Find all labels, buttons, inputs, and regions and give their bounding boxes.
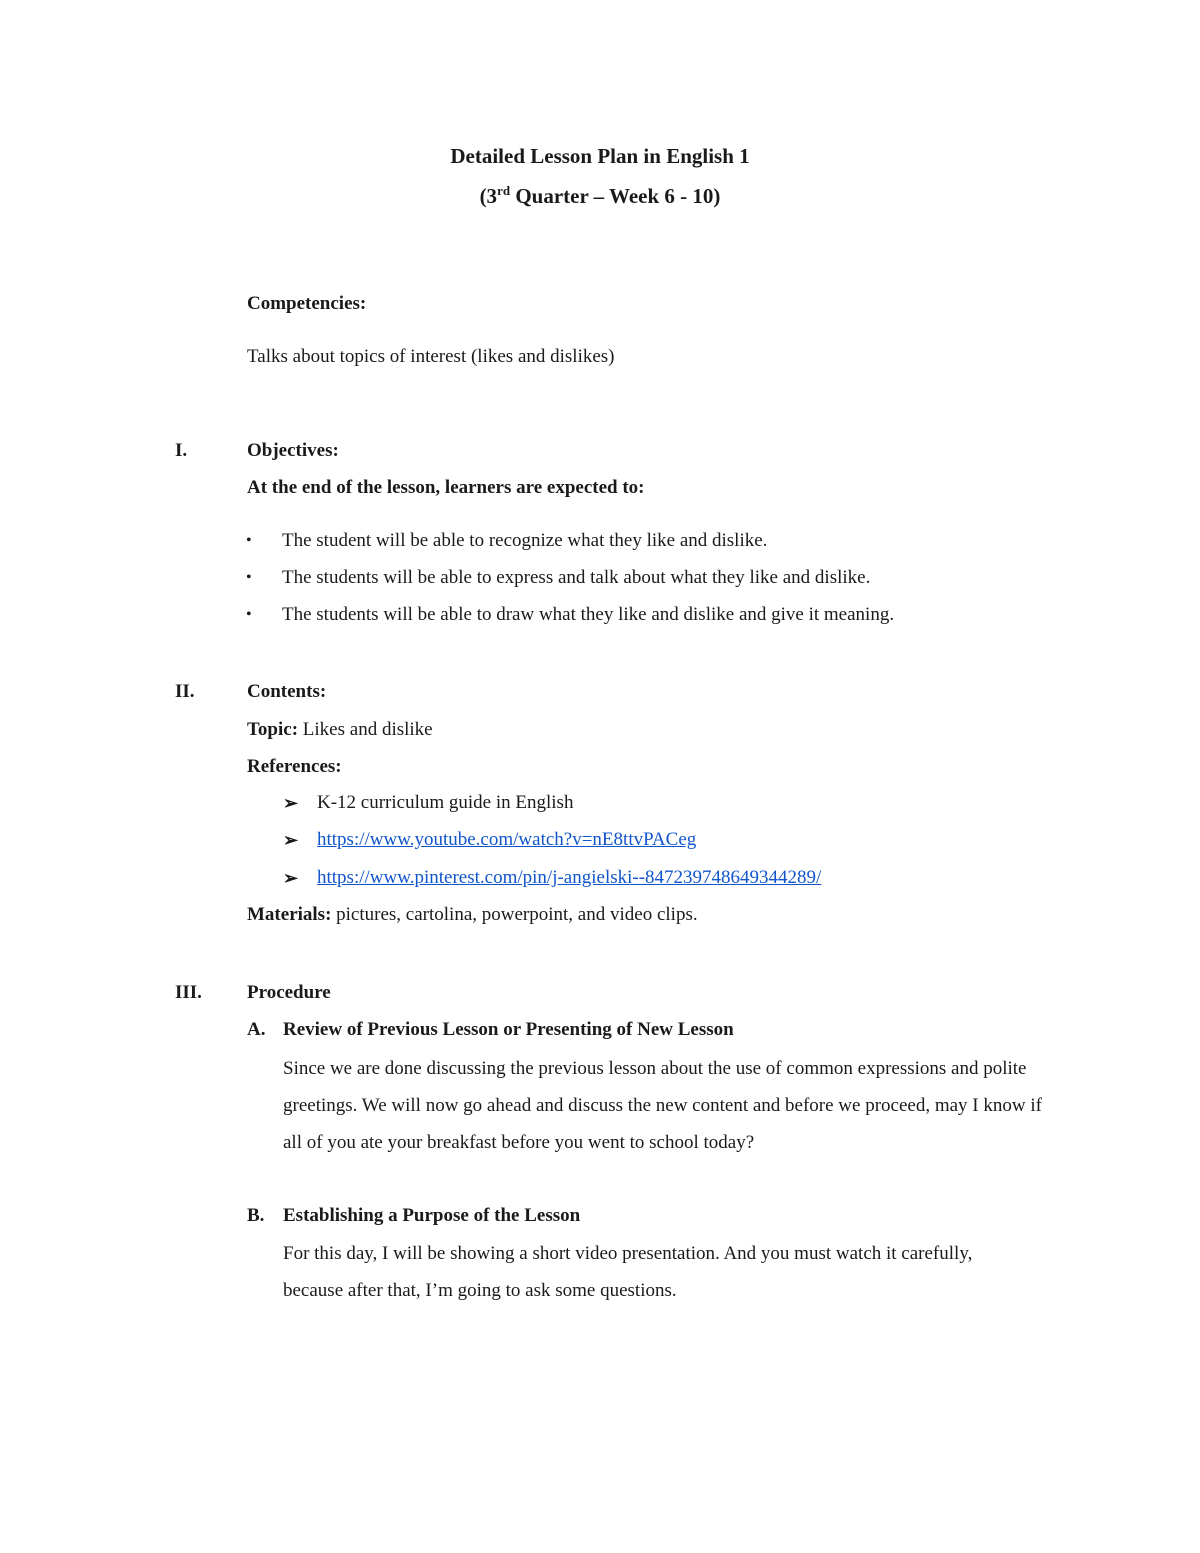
references-label: References: [247, 756, 342, 777]
arrow-bullet-icon: ➢ [283, 830, 299, 850]
materials-value: pictures, cartolina, powerpoint, and video clips. [331, 904, 698, 925]
document-title: Detailed Lesson Plan in English 1 [450, 144, 750, 168]
objectives-intro: At the end of the lesson, learners are expected to: [247, 477, 645, 498]
objectives-numeral: I. [175, 440, 188, 461]
section-b-letter: B. [247, 1205, 265, 1226]
arrow-bullet-icon: ➢ [283, 793, 299, 813]
reference-link-pinterest[interactable]: https://www.pinterest.com/pin/j-angielski--847239748649344289/ [317, 867, 822, 888]
reference-link-youtube[interactable]: https://www.youtube.com/watch?v=nE8ttvPACeg [317, 829, 697, 850]
materials-label: Materials: [247, 904, 332, 925]
section-a-letter: A. [247, 1019, 266, 1040]
contents-numeral: II. [175, 681, 195, 702]
section-b-body: For this day, I will be showing a short video presentation. And you must watch it carefully, because after that, I’m going to ask some questions. [283, 1243, 973, 1301]
topic-label: Topic: [247, 719, 299, 740]
bullet-icon: • [246, 532, 252, 549]
arrow-bullet-icon: ➢ [283, 868, 299, 888]
topic-value: Likes and dislike [298, 719, 433, 740]
document-subtitle [0, 184, 1200, 208]
objective-item: The student will be able to recognize what they like and dislike. [282, 530, 768, 551]
section-a-title: Review of Previous Lesson or Presenting of New Lesson [283, 1019, 734, 1040]
subtitle-superscript: rd [497, 183, 511, 198]
section-a-body: Since we are done discussing the previous lesson about the use of common expressions and polite greetings. We will now go ahead and discuss the new content and before we proceed, may I know if all of you ate your breakfast before you went to school today? [283, 1058, 1042, 1153]
topic-line [247, 718, 433, 742]
competencies-text: Talks about topics of interest (likes and dislikes) [247, 346, 615, 367]
procedure-heading: Procedure [247, 982, 331, 1003]
objectives-heading: Objectives: [247, 440, 339, 461]
materials-line [247, 903, 698, 927]
competencies-heading: Competencies: [247, 293, 367, 314]
contents-heading: Contents: [247, 681, 327, 702]
objective-item: The students will be able to draw what they like and dislike and give it meaning. [282, 604, 895, 625]
subtitle-open: (3 [479, 184, 498, 208]
reference-item: K-12 curriculum guide in English [317, 792, 574, 813]
objective-item: The students will be able to express and talk about what they like and dislike. [282, 567, 871, 588]
section-b-title: Establishing a Purpose of the Lesson [283, 1205, 581, 1226]
subtitle-rest: Quarter – Week 6 - 10) [510, 184, 721, 208]
bullet-icon: • [246, 606, 252, 623]
bullet-icon: • [246, 569, 252, 586]
procedure-numeral: III. [175, 982, 202, 1003]
